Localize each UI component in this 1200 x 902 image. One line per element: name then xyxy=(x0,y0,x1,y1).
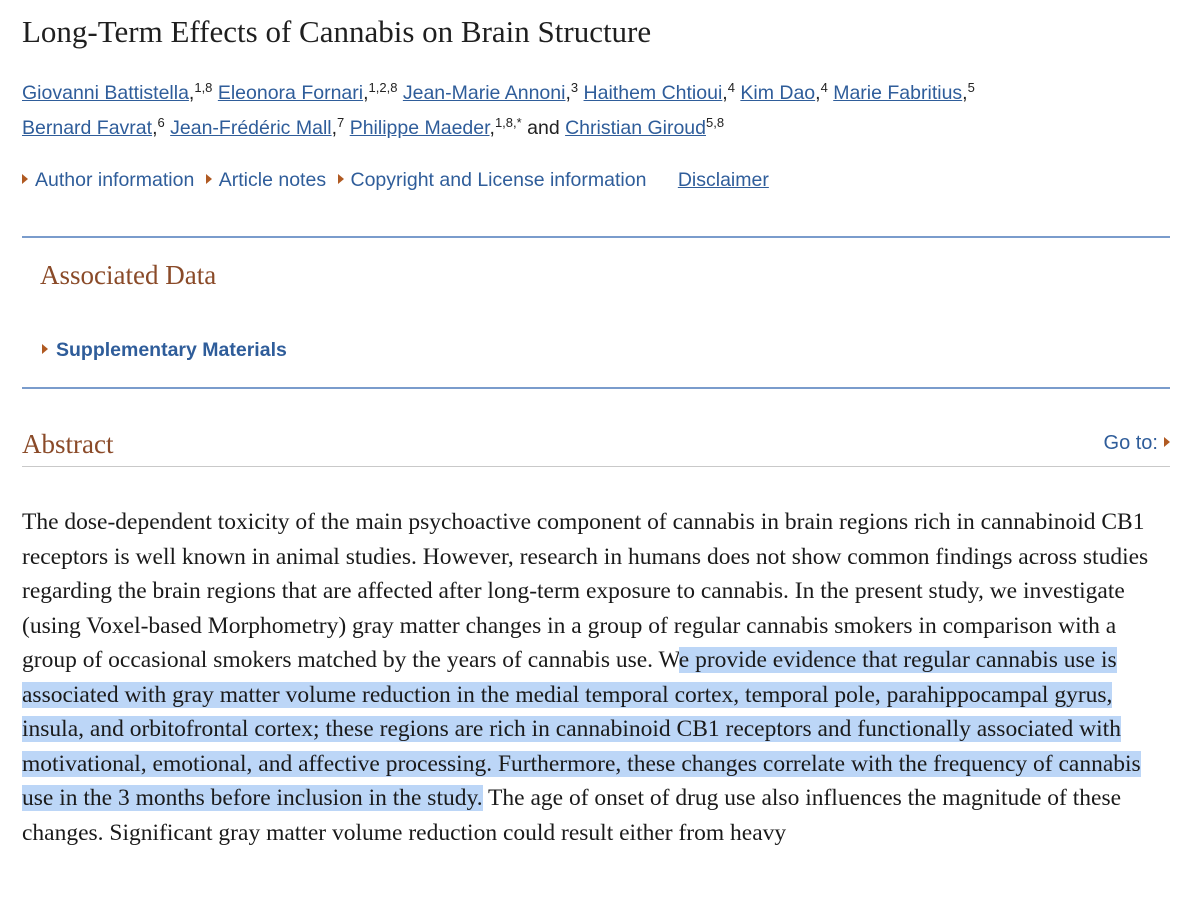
disclaimer-link[interactable]: Disclaimer xyxy=(677,169,769,191)
affiliation-sup: 5 xyxy=(967,80,975,95)
author-information-toggle[interactable]: Author information xyxy=(22,169,194,191)
abstract-underline xyxy=(22,466,1170,467)
author-entry: Marie Fabritius,$^5$ xyxy=(833,80,975,104)
affiliation-sup: 1,8,* xyxy=(494,115,522,130)
abstract-text-after: The age of onset of drug use also influences the magnitude of these changes. Significant gray matter volume reduction could result either from heavy xyxy=(22,785,1122,846)
author-entry: Jean-Frédéric Mall,$^7$ xyxy=(170,115,345,139)
section-divider xyxy=(22,387,1170,389)
author-link[interactable]: Bernard Favrat xyxy=(22,117,153,139)
author-link[interactable]: Haithem Chtioui xyxy=(583,82,723,104)
abstract-text xyxy=(22,505,1172,850)
copyright-license-toggle[interactable]: Copyright and License information xyxy=(338,169,647,191)
triangle-right-icon xyxy=(338,174,344,184)
author-entry: Bernard Favrat,$^6$ xyxy=(22,115,165,139)
author-list xyxy=(22,76,1172,146)
author-link[interactable]: Marie Fabritius xyxy=(833,82,963,104)
article-title: Long-Term Effects of Cannabis on Brain Structure xyxy=(22,14,652,49)
triangle-right-icon xyxy=(1164,437,1170,447)
author-entry: Jean-Marie Annoni,$^3$ xyxy=(402,80,579,104)
author-entry: Giovanni Battistella,$^{1,8}$ xyxy=(22,80,213,104)
abstract-text-before: The dose-dependent toxicity of the main psychoactive component of cannabis in brain regions rich in cannabinoid CB1 receptors is well known in animal studies. However, research in humans does not show common findings across studies regarding the brain regions that are affected after long-term exposure to cannabis. In the present study, we investigate (using Voxel-based Morphometry) gray matter changes in a group of regular cannabis smokers in comparison with a group of occasional smokers matched by the years of cannabis use. W xyxy=(22,509,1149,673)
affiliation-sup: 1,2,8 xyxy=(368,80,398,95)
affiliation-sup: 4 xyxy=(727,80,735,95)
author-entry: Philippe Maeder,$^{1,8,*}$ xyxy=(349,115,522,139)
author-link[interactable]: Jean-Frédéric Mall xyxy=(170,117,332,139)
author-entry xyxy=(565,117,724,139)
goto-label: Go to: xyxy=(1103,432,1158,454)
affiliation-sup: 5,8 xyxy=(705,115,725,130)
goto-link[interactable] xyxy=(1104,432,1170,455)
affiliation-sup: 1,8 xyxy=(194,80,213,95)
triangle-right-icon xyxy=(22,174,28,184)
article-notes-toggle[interactable]: Article notes xyxy=(206,169,326,191)
author-link[interactable]: Philippe Maeder xyxy=(349,117,490,139)
associated-data-heading: Associated Data xyxy=(40,260,217,290)
author-entry: Haithem Chtioui,$^4$ xyxy=(583,80,735,104)
affiliation-sup: 6 xyxy=(157,115,165,130)
article-info-links xyxy=(22,169,769,192)
and-word: and xyxy=(527,117,560,139)
author-link[interactable]: Giovanni Battistella xyxy=(22,82,189,104)
affiliation-sup: 3 xyxy=(570,80,579,95)
abstract-heading: Abstract xyxy=(22,429,114,459)
triangle-right-icon xyxy=(42,344,48,354)
section-divider xyxy=(22,236,1170,238)
affiliation-sup: 7 xyxy=(337,115,345,130)
author-entry: Eleonora Fornari,$^{1,2,8}$ xyxy=(217,80,398,104)
triangle-right-icon xyxy=(206,174,212,184)
author-entry: Kim Dao,$^4$ xyxy=(740,80,828,104)
author-link[interactable]: Eleonora Fornari xyxy=(217,82,364,104)
highlighted-selection: e provide evidence that regular cannabis use is associated with gray matter volume reduction in the medial temporal cortex, temporal pole, parahippocampal gyrus, insula, and orbitofrontal cortex; these regions are rich in cannabinoid CB1 receptors and functionally associated with motivational, emotional, and affective processing. Furthermore, these changes correlate with the frequency of cannabis use in the 3 months before inclusion in the study. xyxy=(22,647,1141,811)
author-link[interactable]: Jean-Marie Annoni xyxy=(402,82,566,104)
supplementary-materials-label: Supplementary Materials xyxy=(56,339,287,361)
affiliation-sup: 4 xyxy=(820,80,828,95)
supplementary-materials-toggle[interactable] xyxy=(42,339,287,362)
author-link[interactable]: Kim Dao xyxy=(740,82,816,104)
author-link[interactable]: Christian Giroud xyxy=(565,117,706,139)
